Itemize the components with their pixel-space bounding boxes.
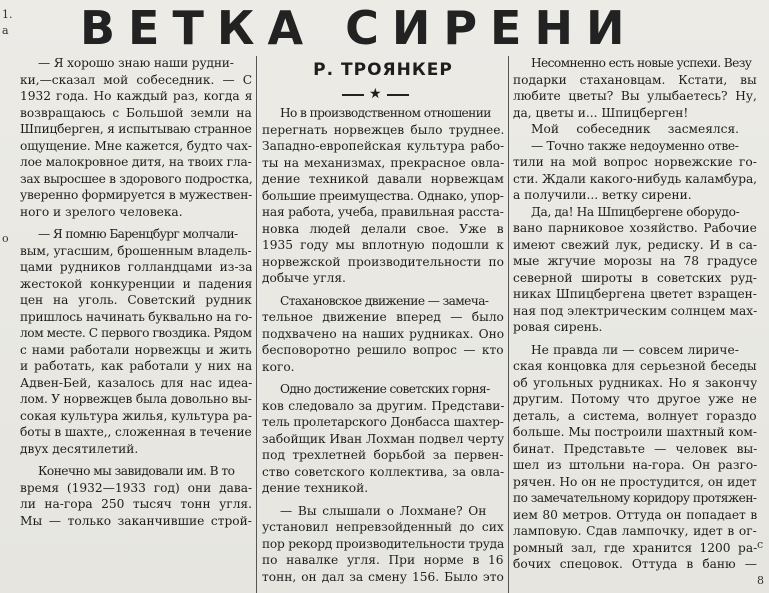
text-line: лом месте. С первого гвоздика. Рядом xyxy=(20,326,252,340)
margin-fragment: а xyxy=(2,24,9,37)
text-line: сти. Ждали какого-нибудь каламбура, xyxy=(513,171,757,186)
text-line: Одно достижение советских горня- xyxy=(280,382,490,396)
text-line: подарки стахановцам. Кстати, вы xyxy=(513,72,757,87)
text-line: бесповоротно решило вопрос — кто xyxy=(262,343,504,357)
ornament xyxy=(262,85,504,105)
text-line: дение техникой. xyxy=(262,481,369,495)
text-line: двух десятилетий. xyxy=(20,441,139,456)
text-line: тили на мой вопрос норвежские го- xyxy=(513,155,757,169)
text-line: Стахановское движение — замеча- xyxy=(280,293,489,308)
text-line: забойщик Иван Лохман подвел черту xyxy=(262,431,504,446)
text-line: тель пролетарского Донбасса шахтер- xyxy=(262,415,504,429)
text-line: Адвен-Бей, казалось для нас идеа- xyxy=(20,375,252,390)
text-line: шел из штольни на-гора. Он разго- xyxy=(513,458,757,472)
text-line: никах Шпицбергена цветет взращен- xyxy=(513,287,757,301)
text-line: ты на механизмах, прекрасное овла- xyxy=(262,155,504,170)
text-line: имеют свежий лук, редиску. И в са- xyxy=(513,237,757,252)
text-line: Конечно мы завидовали им. В то xyxy=(38,464,235,478)
author-byline: Р. ТРОЯНКЕР xyxy=(313,60,453,80)
text-line: 1935 году мы вплотную подошли к xyxy=(262,238,504,252)
text-line: цен на уголь. Советский рудник xyxy=(20,293,252,307)
text-line: бочих спецовок. Оттуда в баню — xyxy=(513,557,757,571)
text-line: любите цветы? Вы улыбаетесь? Ну, xyxy=(513,89,757,103)
text-line: — Я помню Баренцбург молчали- xyxy=(38,227,238,241)
text-line: тельное движение вперед — было xyxy=(262,310,504,324)
text-line: ровая сирень. xyxy=(513,320,603,334)
text-line: вым, угасшим, брошенным владель- xyxy=(20,243,252,258)
text-line: время (1932—1933 год) они дава- xyxy=(20,480,252,495)
text-line: об угольных рудниках. Но я закончу xyxy=(513,375,757,390)
text-line: с нами работали норвежцы и жить xyxy=(20,342,252,357)
star-icon: ★ xyxy=(369,86,382,102)
text-line: Шпицберген, я испытываю странное xyxy=(20,122,252,136)
text-line: сокая культура жилья, культура ра- xyxy=(20,408,252,423)
text-line: подхвачено на наших рудниках. Оно xyxy=(262,326,504,341)
column-2-text xyxy=(262,105,504,585)
column-rule xyxy=(256,56,257,593)
text-line: возвращаюсь с Большой земли на xyxy=(20,105,252,120)
text-line: а получили... ветку сирени. xyxy=(513,188,692,202)
margin-fragment: 8 xyxy=(757,574,764,587)
text-line: деталь, а система, волнует гораздо xyxy=(513,408,757,423)
text-line: цами рудников голландцами из-за xyxy=(20,260,252,274)
text-line: по замечательному коридору протяжен- xyxy=(513,491,757,505)
right-margin-fragments xyxy=(756,440,769,593)
text-line: под трехлетней борьбой за первен- xyxy=(262,448,504,462)
text-line: Да, да! На Шпицбергене оборудо- xyxy=(531,204,740,219)
text-line: ламповую. Сдав лампочку, идет в ог- xyxy=(513,524,757,538)
text-line: ская концовка для серьезной беседы xyxy=(513,359,757,373)
text-line: ромный зал, где хранится 1200 ра- xyxy=(513,540,757,555)
text-line: северной широты в советских руд- xyxy=(513,270,757,285)
ornament-rule xyxy=(387,94,409,96)
margin-fragment: 1. xyxy=(2,8,13,21)
text-line: пришлось начинать буквально на го- xyxy=(20,309,252,324)
column-rule xyxy=(508,56,509,593)
text-line: добыче угля. xyxy=(262,271,346,285)
text-line: ощущение. Мне кажется, будто чах- xyxy=(20,138,252,153)
text-line: вано парниковое хозяйство. Рабочие xyxy=(513,221,757,235)
text-line: Мой собеседник засмеялся. xyxy=(531,122,740,136)
text-line: и работать, как работали у них на xyxy=(20,359,252,373)
text-line: ки,—сказал мой собеседник. — С xyxy=(20,72,252,87)
text-line: Несомненно есть новые успехи. Везу xyxy=(531,56,752,70)
text-line: мые жгучие морозы на 78 градусе xyxy=(513,254,757,268)
text-line: ли на-гора 250 тысяч тонн угля. xyxy=(20,497,252,511)
text-line: — Я хорошо знаю наши рудни- xyxy=(38,56,234,70)
text-line: зах выросшее в здорового подростка, xyxy=(20,171,252,186)
text-line: ная работа, учеба, правильная расста- xyxy=(262,205,504,219)
column-2 xyxy=(262,55,504,585)
text-line: установил непревзойденный до сих xyxy=(262,520,504,534)
text-line: Не правда ли — совсем лириче- xyxy=(531,342,739,357)
text-line: 1932 года. Но каждый раз, когда я xyxy=(20,89,252,103)
text-line: лое малокровное дитя, на твоих гла- xyxy=(20,155,252,169)
text-line: Мы — только заканчившие строй- xyxy=(20,513,252,528)
left-margin-fragments xyxy=(0,0,16,593)
margin-fragment: о xyxy=(2,232,9,245)
text-line: дение техникой давали норвежцам xyxy=(262,172,504,186)
text-line: другим. Потому что другое уже не xyxy=(513,392,757,406)
text-line: лом. У норвежцев была довольно вы- xyxy=(20,392,252,406)
text-line: Западно-европейская культура рабо- xyxy=(262,139,504,153)
text-line: норвежской производительности по xyxy=(262,254,504,269)
text-line: ство советского коллектива, за овла- xyxy=(262,464,504,479)
column-1 xyxy=(20,55,252,529)
text-line: перегнать норвежцев было труднее. xyxy=(262,122,504,137)
text-line: уверенно формируется в мужествен- xyxy=(20,188,252,202)
text-line: Но в производственном отношении xyxy=(280,106,491,120)
column-3 xyxy=(513,55,757,573)
text-line: ков следовало за другим. Представи- xyxy=(262,398,504,413)
text-line: — Вы слышали о Лохмане? Он xyxy=(280,503,487,518)
ornament-rule xyxy=(342,94,364,96)
text-line: — Точно также недоуменно отве- xyxy=(531,138,739,153)
text-line: тонн, он дал за смену 156. Было это xyxy=(262,569,504,584)
text-line: бинат. Представьте — человек вы- xyxy=(513,441,757,456)
text-line: ная под электрическим солнцем мах- xyxy=(513,303,757,318)
text-line: новка людей делали свое. Уже в xyxy=(262,221,504,236)
text-line: боты в шахте,, сложенная в течение xyxy=(20,425,252,439)
text-line: пор рекорд производительности труда xyxy=(262,536,504,551)
text-line: ного и зрелого человека. xyxy=(20,204,183,219)
text-line: больше. Мы построили шахтный ком- xyxy=(513,425,757,439)
text-line: жестокой конкуренции и падения xyxy=(20,276,252,291)
text-line: да, цветы и... Шпицберген! xyxy=(513,105,689,120)
text-line: кого. xyxy=(262,359,295,374)
text-line: по навалке угля. При норме в 16 xyxy=(262,553,504,567)
text-line: рячен. Но он не простудится, он идет xyxy=(513,474,757,489)
article-title: ВЕТКА СИРЕНИ xyxy=(80,1,638,55)
margin-fragment: с xyxy=(757,538,764,551)
text-line: большие преимущества. Однако, упор- xyxy=(262,188,504,203)
text-line: ием 80 метров. Оттуда он попадает в xyxy=(513,507,757,522)
